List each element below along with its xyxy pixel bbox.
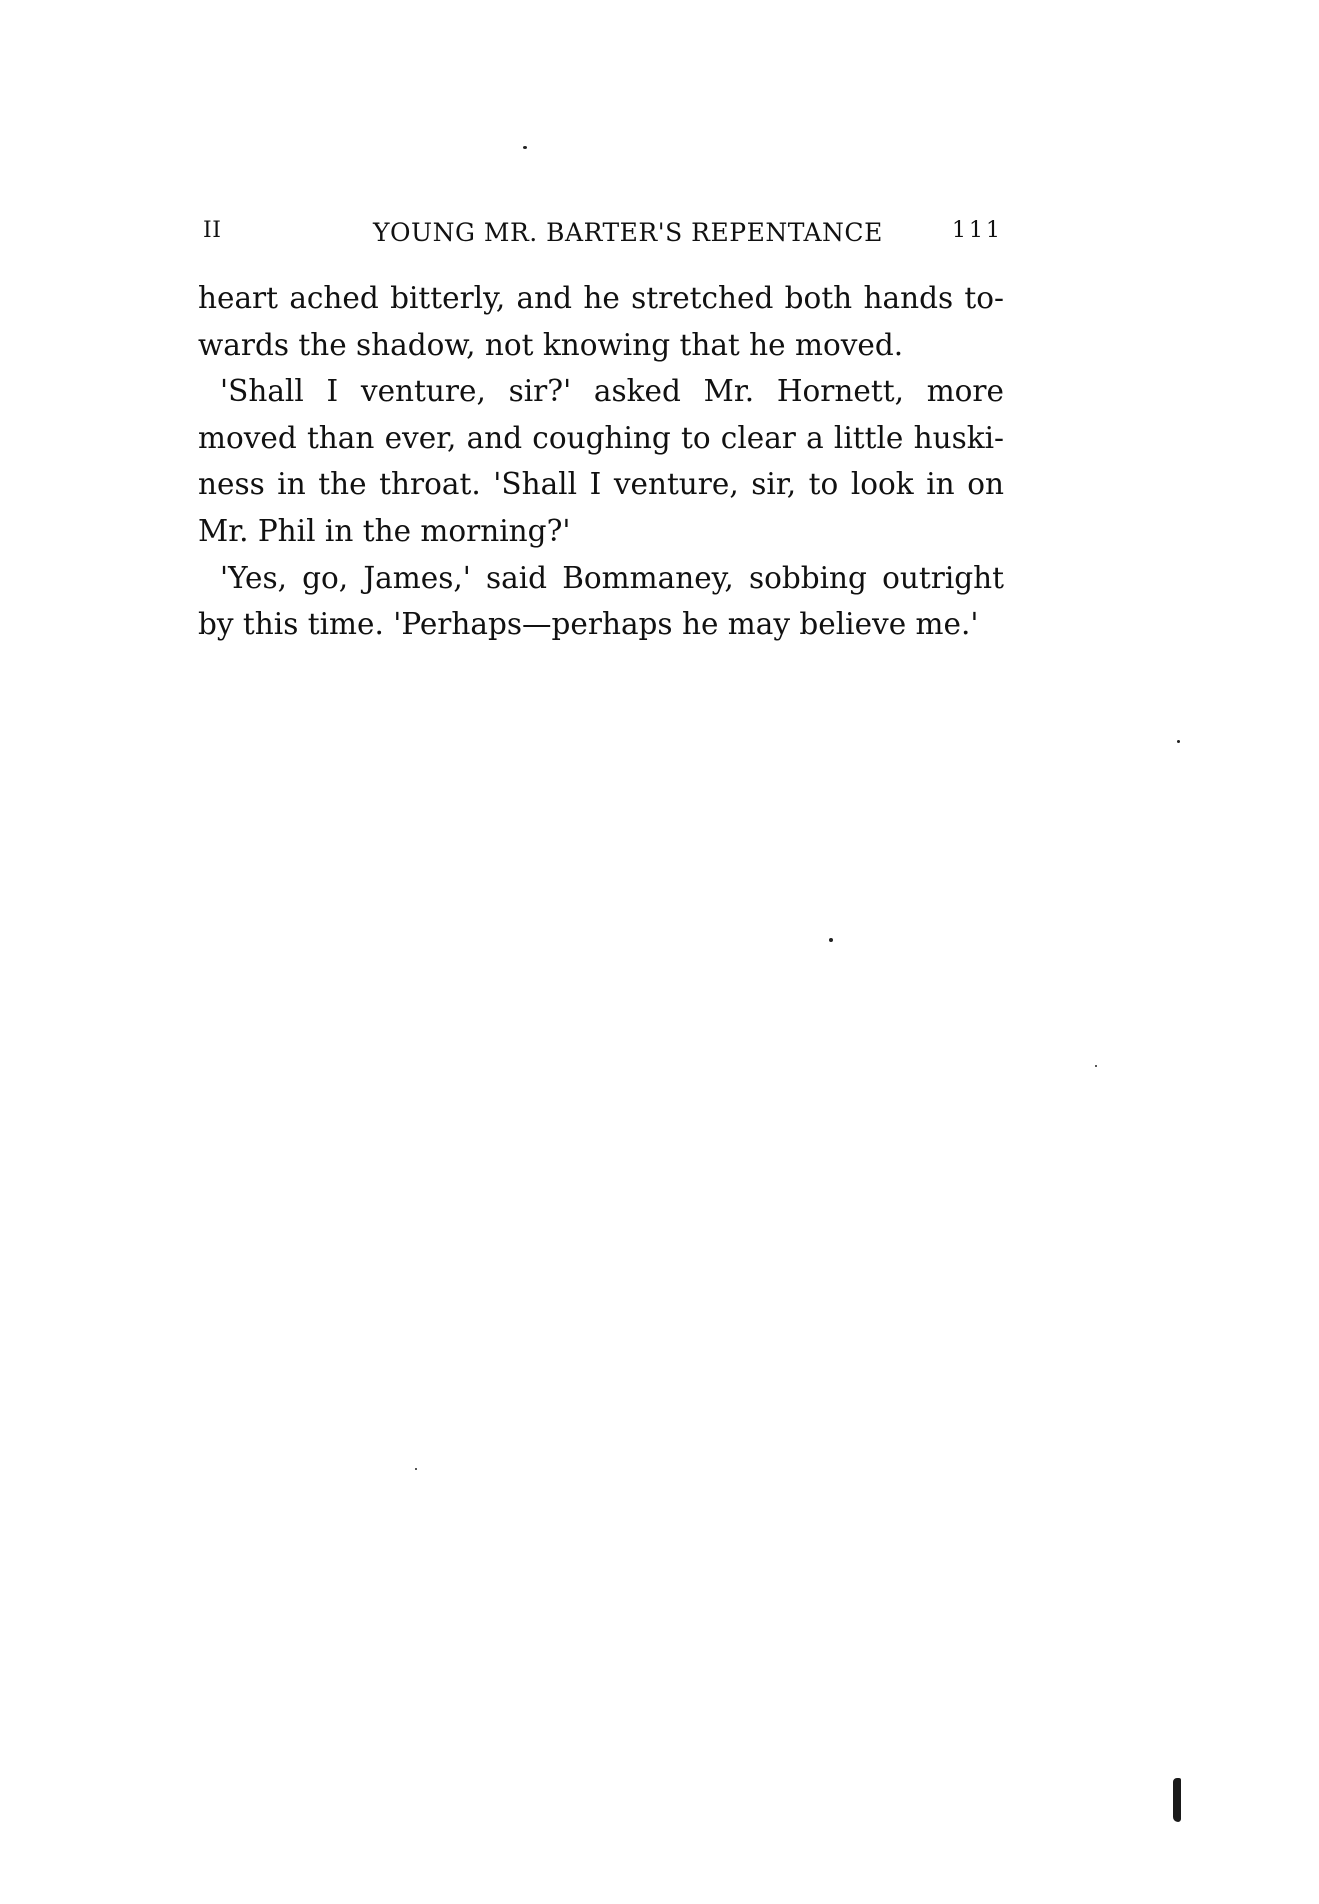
- text-line: wards the shadow, not knowing that he moved.: [198, 327, 904, 362]
- text-line: 'Shall I venture, sir?' asked Mr. Hornett, more: [220, 374, 1004, 409]
- running-head: [203, 218, 1003, 252]
- text-line: by this time. 'Perhaps—perhaps he may believe me.': [198, 607, 979, 642]
- text-line: Mr. Phil in the morning?': [198, 513, 571, 548]
- scan-speck: [415, 1468, 417, 1470]
- scan-speck: [523, 146, 527, 149]
- body-text: [198, 275, 1004, 648]
- scan-speck: [829, 938, 833, 942]
- running-title: YOUNG MR. BARTER'S REPENTANCE: [373, 218, 883, 247]
- chapter-number: II: [203, 218, 222, 243]
- text-line: moved than ever, and coughing to clear a little huski-: [198, 420, 1004, 455]
- text-line: heart ached bitterly, and he stretched both hands to-: [198, 281, 1004, 315]
- scan-speck: [1177, 740, 1180, 743]
- margin-mark: [1173, 1778, 1181, 1822]
- text-line: 'Yes, go, James,' said Bommaney, sobbing outright: [220, 560, 1004, 595]
- text-line: ness in the throat. 'Shall I venture, sir, to look in on: [198, 467, 1004, 502]
- scan-speck: [1095, 1065, 1097, 1067]
- page-number: 111: [952, 218, 1003, 243]
